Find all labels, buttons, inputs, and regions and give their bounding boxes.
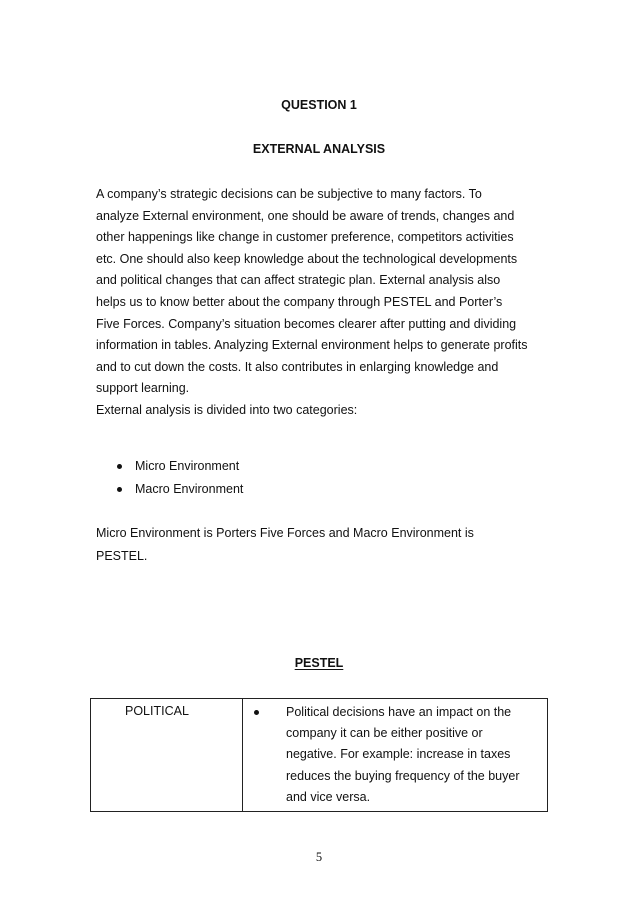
paragraph-line: etc. One should also keep knowledge about the technological developments [96, 251, 518, 266]
pestel-table [90, 698, 548, 812]
pestel-heading-text: PESTEL [294, 656, 344, 670]
question-title: QUESTION 1 [281, 98, 357, 112]
paragraph-line: Five Forces. Company’s situation becomes clearer after putting and dividing [96, 316, 517, 331]
page-number: 5 [315, 850, 323, 864]
pestel-heading [0, 656, 638, 670]
list-item: Macro Environment [116, 478, 243, 501]
description-line: Political decisions have an impact on the [286, 705, 512, 719]
paragraph-line: and to cut down the costs. It also contributes in enlarging knowledge and [96, 359, 499, 374]
paragraph-line: other happenings like change in customer preference, competitors activities [96, 230, 514, 245]
list-item: Micro Environment [116, 455, 243, 478]
description-line: company it can be either positive or [286, 726, 483, 741]
bullet-icon [254, 710, 259, 715]
paragraph-line: A company’s strategic decisions can be subjective to many factors. To [96, 187, 482, 201]
table-column-divider [242, 699, 243, 811]
paragraph-line: information in tables. Analyzing External environment helps to generate profits [96, 338, 528, 353]
paragraph-line: and political changes that can affect strategic plan. External analysis also [96, 273, 501, 288]
paragraph-line: helps us to know better about the company through PESTEL and Porter’s [96, 294, 503, 309]
paragraph-line: External analysis is divided into two categories: [96, 402, 358, 417]
summary-line: Micro Environment is Porters Five Forces and Macro Environment is [96, 526, 474, 540]
section-title: EXTERNAL ANALYSIS [252, 142, 386, 156]
paragraph-line: analyze External environment, one should be aware of trends, changes and [96, 208, 515, 223]
description-line: and vice versa. [286, 789, 371, 804]
description-line: reduces the buying frequency of the buyer [286, 768, 520, 783]
table-cell-description [266, 702, 519, 808]
description-line: negative. For example: increase in taxes [286, 747, 511, 762]
summary-line: PESTEL. [96, 549, 148, 563]
summary-paragraph [96, 522, 556, 568]
paragraph-line: support learning. [96, 381, 190, 396]
table-cell-label: POLITICAL [125, 704, 189, 718]
category-list [116, 455, 243, 501]
body-paragraph [96, 184, 556, 422]
